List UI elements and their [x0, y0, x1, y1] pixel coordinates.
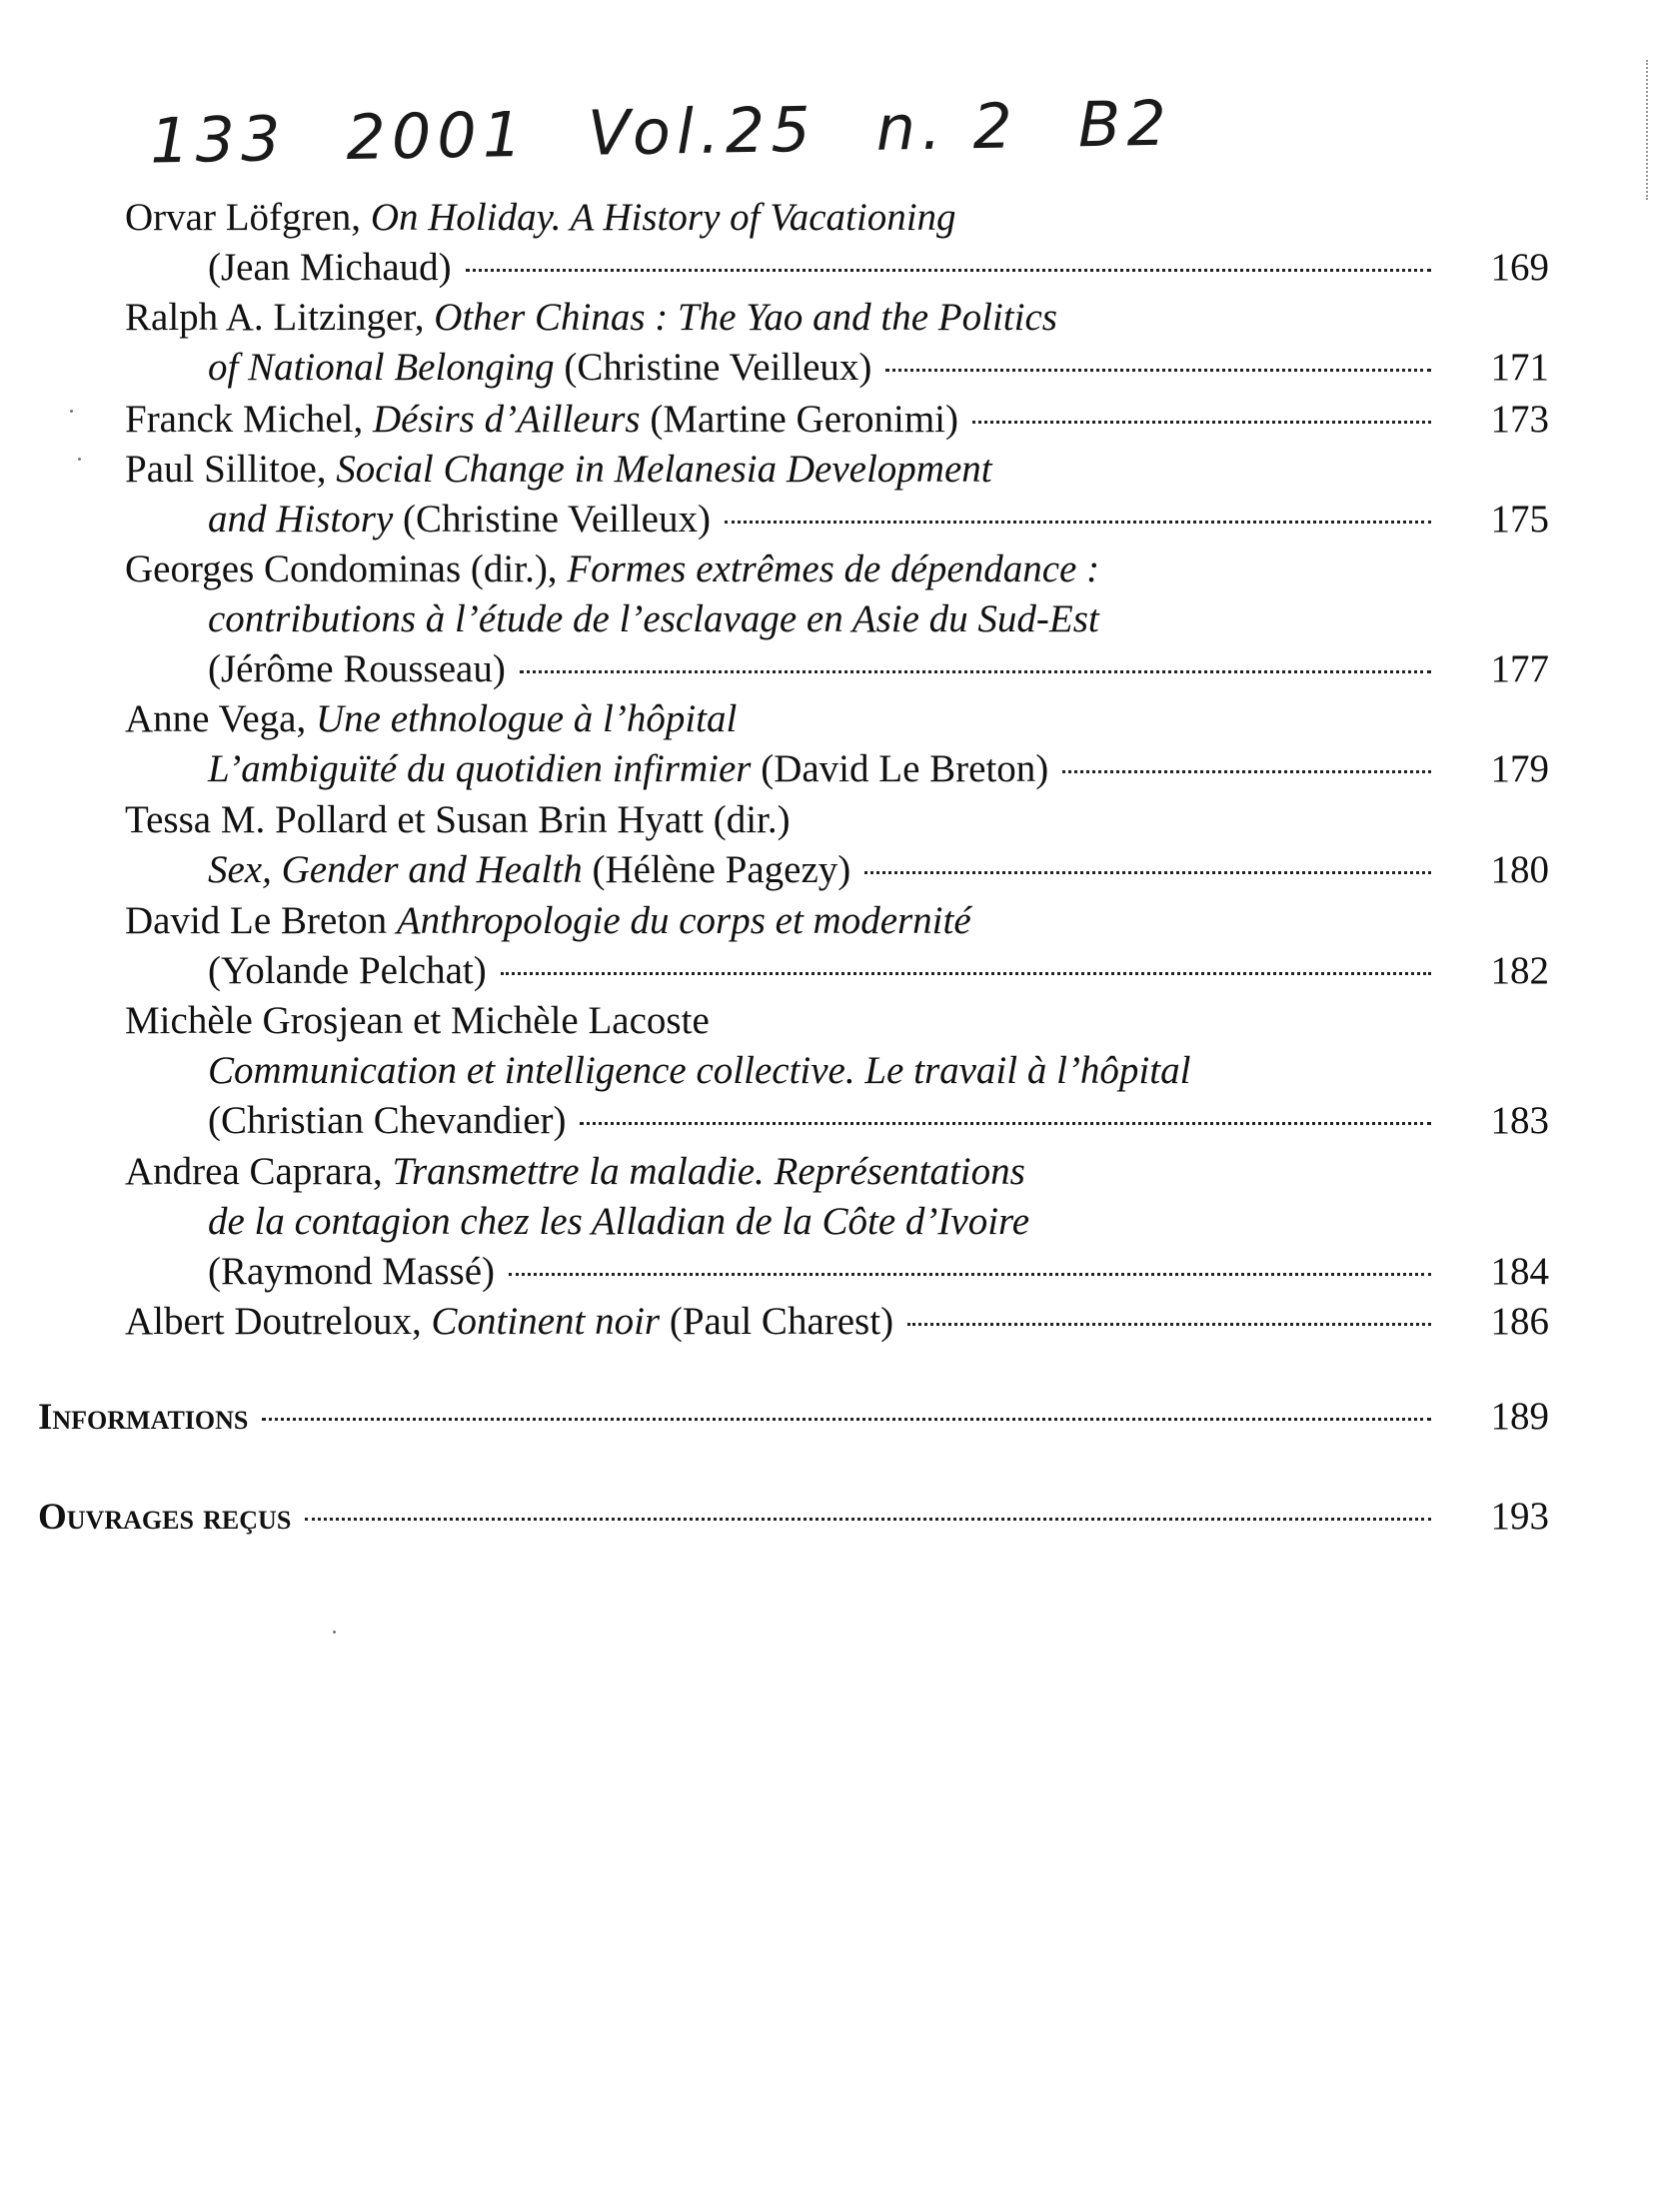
annotation-part: n. 2 [875, 89, 1019, 165]
toc-entry-text [208, 597, 1099, 640]
entry-text: (David Le Breton) [751, 747, 1049, 790]
toc-entry-text [208, 744, 1048, 794]
annotation-part: 133 [149, 102, 288, 178]
toc-entry-last-line [208, 744, 1549, 794]
section-ouvrages-recus [38, 1492, 1549, 1542]
book-title: Social Change in Melanesia Development [336, 448, 992, 491]
toc-entry-last-line [125, 1297, 1549, 1347]
toc-entry-text [208, 243, 452, 293]
book-title: Sex, Gender and Health [208, 848, 583, 891]
toc-entry-text [208, 495, 711, 545]
page-number: 184 [1490, 1250, 1549, 1293]
book-title: Transmettre la maladie. Représentations [392, 1150, 1025, 1193]
entry-text: (Yolande Pelchat) [208, 949, 487, 992]
toc-entry-line [125, 896, 971, 946]
toc-entry-line [208, 1197, 1029, 1247]
entry-text: (Christine Veilleux) [554, 346, 872, 389]
book-title: de la contagion chez les Alladian de la Côte d’Ivoire [208, 1200, 1030, 1243]
book-title: Anthropologie du corps et modernité [396, 899, 971, 942]
handwritten-annotation [149, 86, 1232, 178]
annotation-part: B2 [1077, 86, 1173, 162]
book-title: contributions à l’étude de l’esclavage en Asie du Sud-Est [208, 597, 1099, 640]
entry-text: Georges Condominas (dir.), [125, 548, 568, 590]
toc-entry-text [125, 395, 958, 445]
toc-entry-text [125, 697, 737, 740]
entry-text: (Paul Charest) [660, 1300, 894, 1343]
page-number: 189 [1490, 1395, 1549, 1438]
entry-text: Tessa M. Pollard et Susan Brin Hyatt (dir.) [125, 798, 791, 841]
toc-entry-text [125, 1297, 893, 1347]
entry-text: (Christine Veilleux) [393, 498, 711, 541]
entry-text: (Martine Geronimi) [640, 398, 958, 441]
toc-entry-line [125, 694, 737, 744]
toc-entry-text [208, 1200, 1029, 1243]
dot-leader [972, 421, 1431, 424]
toc-entry-text [208, 1049, 1190, 1092]
annotation-part: 2001 [345, 97, 529, 175]
toc-entry-last-line [208, 644, 1549, 694]
dot-leader [907, 1323, 1431, 1326]
page-number: 171 [1490, 346, 1549, 389]
book-title: Formes extrêmes de dépendance : [567, 548, 1100, 590]
page-number: 183 [1490, 1099, 1549, 1142]
dot-leader [501, 972, 1431, 975]
page-number: 186 [1490, 1300, 1549, 1343]
toc-entry-text [125, 296, 1057, 339]
section-label: Ouvrages reçus [38, 1497, 292, 1538]
book-title: Une ethnologue à l’hôpital [315, 697, 738, 740]
section-informations [38, 1392, 1549, 1442]
page-number: 182 [1490, 949, 1549, 992]
toc-entry-last-line [208, 243, 1549, 293]
toc-entry-last-line [208, 343, 1549, 393]
entry-text: Andrea Caprara, [125, 1150, 393, 1193]
dot-leader [725, 521, 1431, 524]
entry-text: (Jérôme Rousseau) [208, 647, 506, 690]
book-title: of National Belonging [208, 346, 555, 389]
toc-entry-text [208, 1247, 495, 1297]
dot-leader [520, 670, 1431, 673]
section-label: Informations [38, 1397, 249, 1438]
book-title: Continent noir [431, 1300, 661, 1343]
toc-entry-last-line [208, 1247, 1549, 1297]
toc-entry-text [125, 196, 956, 239]
dot-leader [305, 1518, 1431, 1521]
toc-entry-text [125, 899, 971, 942]
dot-leader [262, 1418, 1431, 1421]
toc-entry-text [208, 1096, 566, 1146]
page-number: 180 [1490, 848, 1549, 891]
book-title: Other Chinas : The Yao and the Politics [434, 296, 1057, 339]
page-number: 193 [1490, 1495, 1549, 1538]
toc-entry-text [208, 644, 506, 694]
toc-entry-line [208, 594, 1099, 644]
scan-speck [70, 410, 73, 413]
toc-entry-last-line [208, 845, 1549, 895]
entry-text: Albert Doutreloux, [125, 1300, 432, 1343]
toc-entry-text [125, 548, 1099, 590]
book-title: and History [208, 498, 394, 541]
toc-entry-text [208, 946, 487, 996]
toc-entry-text [125, 448, 992, 491]
entry-text: Orvar Löfgren, [125, 196, 371, 239]
book-title: On Holiday. A History of Vacationing [370, 196, 956, 239]
book-title: Communication et intelligence collective. Le travail à l’hôpital [208, 1049, 1191, 1092]
dot-leader [466, 269, 1431, 272]
page-number: 175 [1490, 498, 1549, 541]
toc-entry-text [125, 999, 710, 1042]
toc-entry-line [125, 996, 710, 1046]
toc-entry-last-line [208, 495, 1549, 545]
book-title: Désirs d’Ailleurs [373, 398, 641, 441]
entry-text: Paul Sillitoe, [125, 448, 337, 491]
dot-leader [885, 369, 1431, 372]
toc-entry-line [125, 445, 992, 495]
page-number: 169 [1490, 246, 1549, 289]
entry-text: (Christian Chevandier) [208, 1099, 567, 1142]
page-number: 177 [1490, 647, 1549, 690]
toc-entry-line [125, 545, 1099, 594]
toc-entry-last-line [208, 946, 1549, 996]
dot-leader [1062, 770, 1431, 773]
dot-leader [864, 871, 1431, 874]
toc-entry-line [125, 293, 1057, 343]
entry-text: (Jean Michaud) [208, 246, 452, 289]
toc-entry-line [125, 193, 956, 243]
entry-text: Ralph A. Litzinger, [125, 296, 435, 339]
toc-entry-line [208, 1046, 1190, 1096]
toc-entry-text [208, 845, 850, 895]
dot-leader [509, 1273, 1431, 1276]
annotation-part: Vol.25 [587, 92, 818, 170]
scan-edge-mark [1646, 60, 1654, 200]
toc-entry-text [125, 798, 791, 841]
dot-leader [580, 1122, 1431, 1125]
toc-entry-text [125, 1150, 1025, 1193]
page-number: 179 [1490, 747, 1549, 790]
toc-entry-last-line [208, 1096, 1549, 1146]
toc-entry-line [125, 795, 791, 845]
entry-text: Franck Michel, [125, 398, 374, 441]
toc-entry-text [208, 343, 871, 393]
scan-speck [78, 458, 81, 461]
page-number: 173 [1490, 398, 1549, 441]
entry-text: Michèle Grosjean et Michèle Lacoste [125, 999, 710, 1042]
toc-entry-line [125, 1147, 1025, 1197]
entry-text: (Raymond Massé) [208, 1250, 496, 1293]
scan-speck [333, 1631, 336, 1634]
entry-text: (Hélène Pagezy) [582, 848, 851, 891]
entry-text: Anne Vega, [125, 697, 316, 740]
book-title: L’ambiguïté du quotidien infirmier [208, 747, 752, 790]
entry-text: David Le Breton [125, 899, 397, 942]
toc-entry-last-line [125, 395, 1549, 445]
